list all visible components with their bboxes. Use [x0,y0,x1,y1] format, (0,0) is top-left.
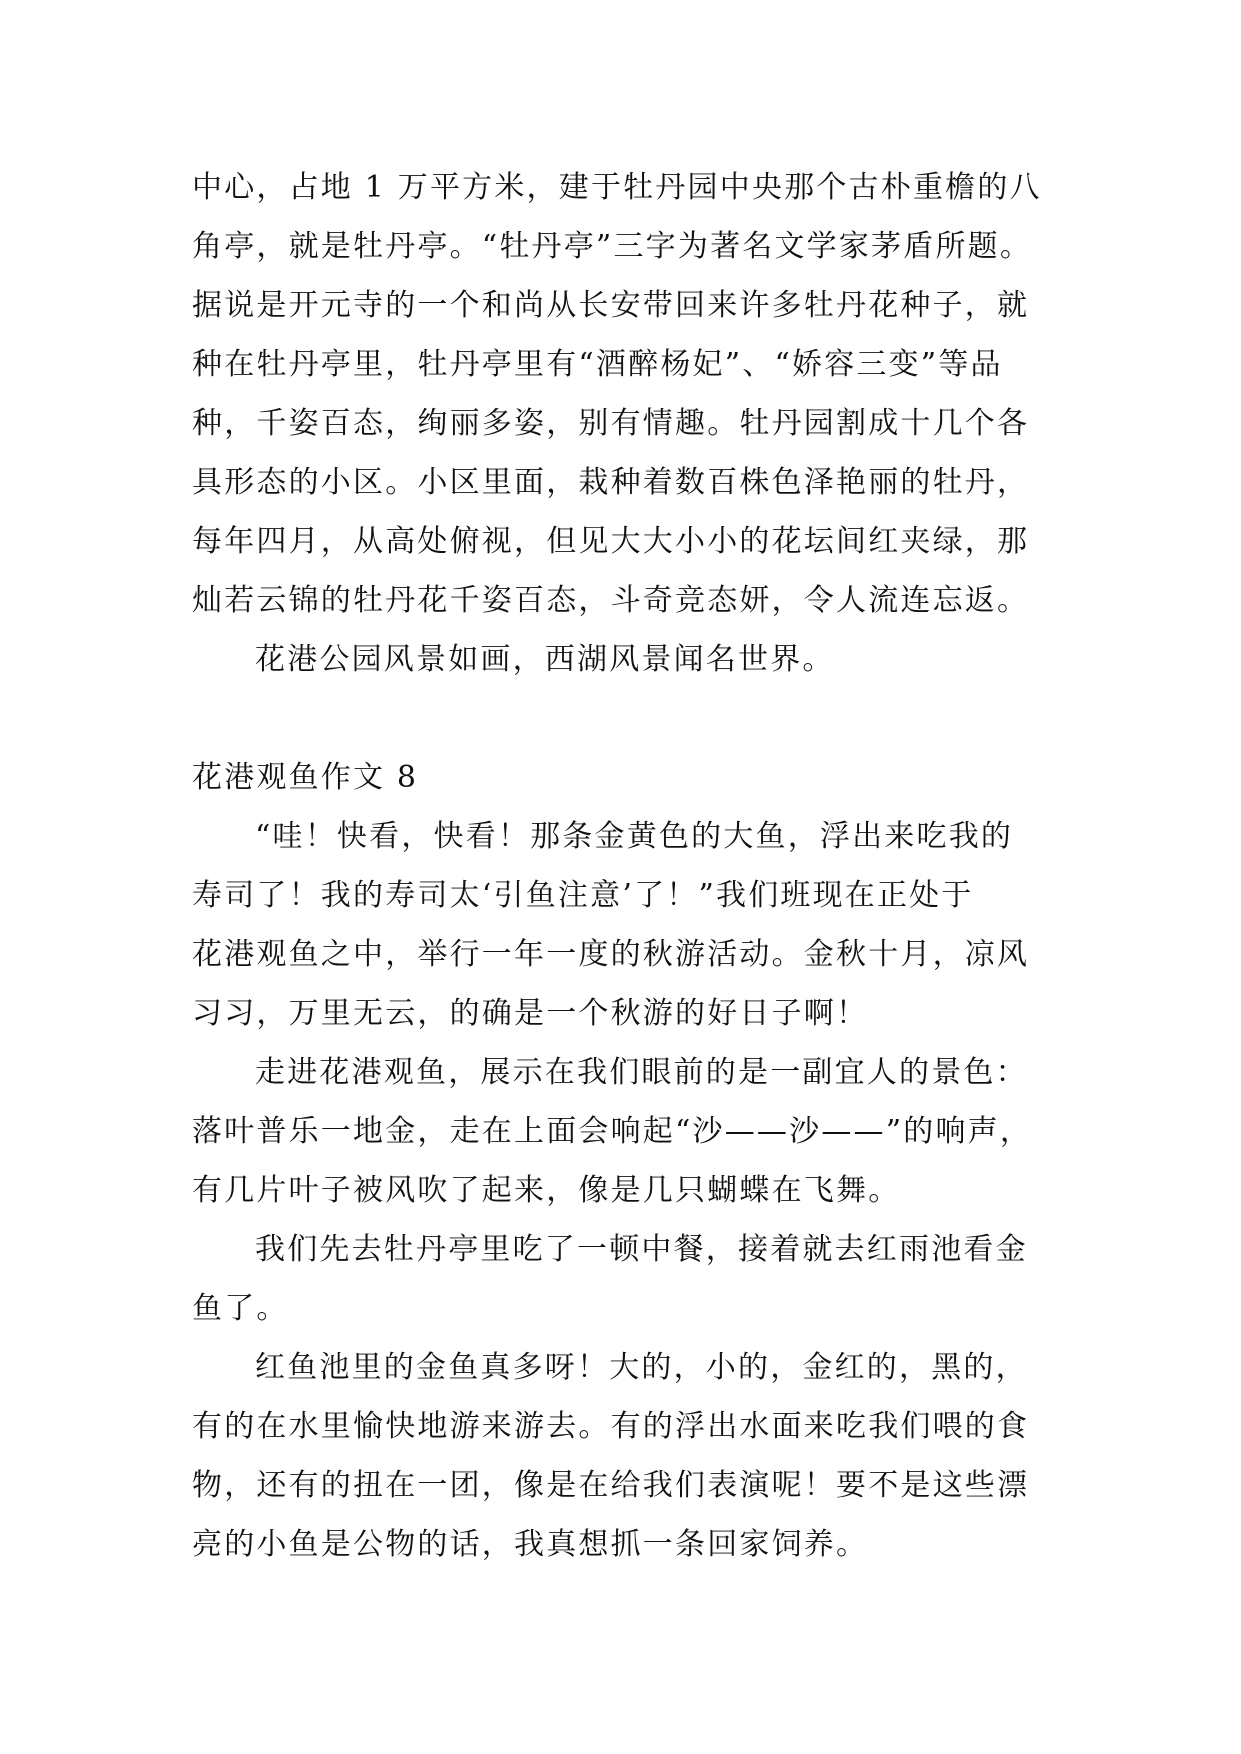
text-line: 据说是开元寺的一个和尚从长安带回来许多牡丹花种子，就 [192,288,1030,323]
text-line: 红鱼池里的金鱼真多呀！大的，小的，金红的，黑的， [255,1350,1028,1385]
text-line: 具形态的小区。小区里面，栽种着数百株色泽艳丽的牡丹， [192,465,1030,500]
essay-paragraph-3 [192,1220,1072,1338]
text-line: 寿司了！我的寿司太‘引鱼注意’了！”我们班现在正处于 [192,878,974,913]
text-line: 有几片叶子被风吹了起来，像是几只蝴蝶在飞舞。 [192,1173,901,1208]
text-line: 走进花港观鱼，展示在我们眼前的是一副宜人的景色： [255,1055,1028,1090]
text-line: “哇！快看，快看！那条金黄色的大鱼，浮出来吃我的 [255,819,1014,854]
text-line: 物，还有的扭在一团，像是在给我们表演呢！要不是这些漂 [192,1468,1030,1503]
text-line: 中心，占地 1 万平方米，建于牡丹园中央那个古朴重檐的八 [192,170,1042,205]
text-line: 花港观鱼之中，举行一年一度的秋游活动。金秋十月，凉风 [192,937,1030,972]
text-line: 有的在水里愉快地游来游去。有的浮出水面来吃我们喂的食 [192,1409,1030,1444]
text-line: 鱼了。 [192,1291,289,1326]
text-line: 亮的小鱼是公物的话，我真想抓一条回家饲养。 [192,1527,869,1562]
document-page [192,158,1072,1574]
text-line: 习习，万里无云，的确是一个秋游的好日子啊！ [192,996,869,1031]
text-line: 我们先去牡丹亭里吃了一顿中餐，接着就去红雨池看金 [255,1232,1028,1267]
essay-paragraph-1 [192,807,1072,1043]
essay-title: 花港观鱼作文 8 [192,760,419,795]
text-line: 灿若云锦的牡丹花千姿百态，斗奇竞态妍，令人流连忘返。 [192,583,1030,618]
text-line: 落叶普乐一地金，走在上面会响起“沙——沙——”的响声， [192,1114,1033,1149]
text-line: 每年四月，从高处俯视，但见大大小小的花坛间红夹绿，那 [192,524,1030,559]
text-line: 角亭，就是牡丹亭。“牡丹亭”三字为著名文学家茅盾所题。 [192,229,1033,264]
closing-paragraph: 花港公园风景如画，西湖风景闻名世界。 [255,642,835,677]
section-spacer [192,689,1072,748]
essay-paragraph-4 [192,1338,1072,1574]
previous-section-text [192,158,1072,689]
essay-paragraph-2 [192,1043,1072,1220]
text-line: 种，千姿百态，绚丽多姿，别有情趣。牡丹园割成十几个各 [192,406,1030,441]
text-line: 种在牡丹亭里，牡丹亭里有“酒醉杨妃”、“娇容三变”等品 [192,347,1003,382]
